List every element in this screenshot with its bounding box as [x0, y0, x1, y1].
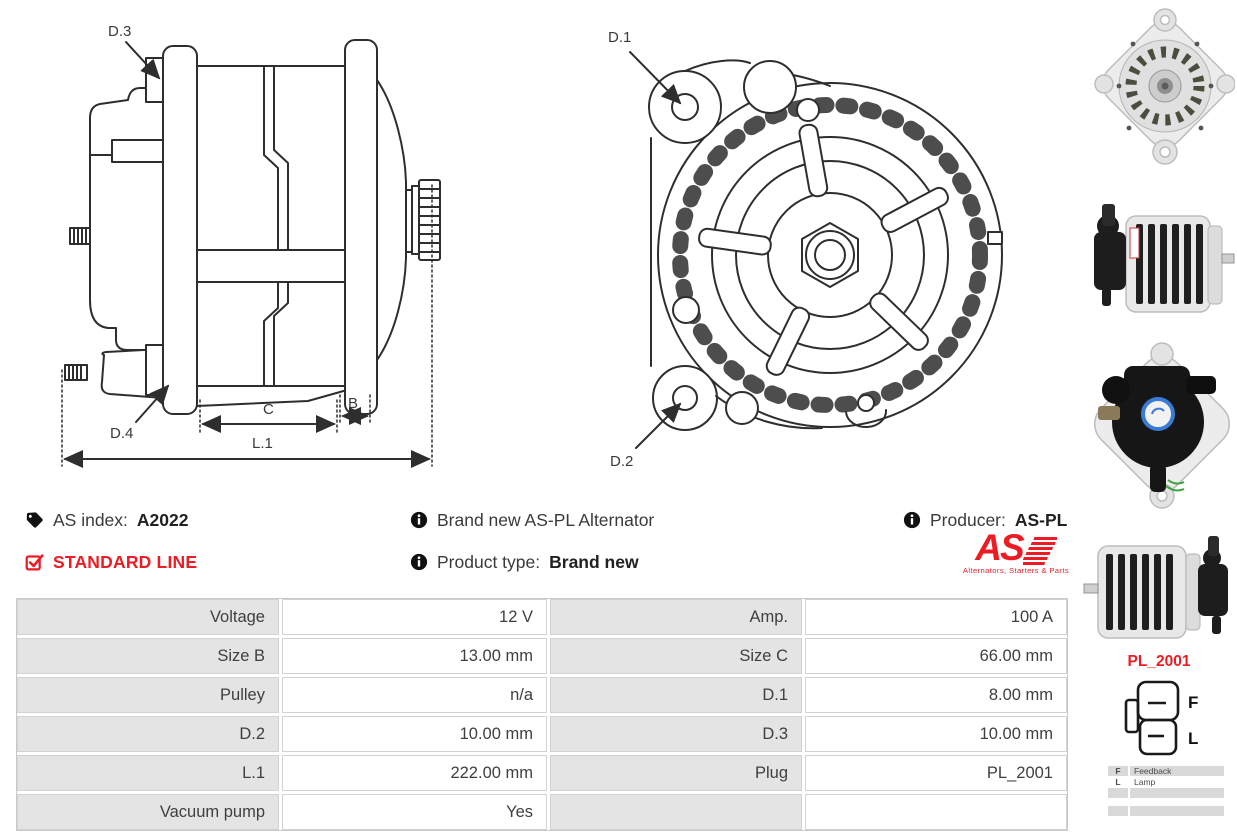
legend-row-empty [1108, 806, 1226, 816]
info-icon [410, 511, 428, 529]
product-description: Brand new AS-PL Alternator [437, 509, 655, 530]
legend-key: L [1108, 777, 1128, 787]
spec-label: Plug [550, 755, 802, 791]
dim-label-c: C [263, 401, 274, 418]
spec-label: Size C [550, 638, 802, 674]
description-row [410, 508, 654, 532]
spec-value: Yes [282, 794, 547, 830]
spec-value: 10.00 mm [282, 716, 547, 752]
spec-table [16, 598, 1068, 831]
product-photo-1[interactable] [1093, 4, 1235, 191]
info-icon [903, 511, 921, 529]
spec-label: Pulley [17, 677, 279, 713]
dim-label-d1: D.1 [608, 29, 632, 46]
as-pl-logo-tagline: Alternators, Starters & Parts [962, 566, 1070, 575]
product-photo-4[interactable] [1082, 524, 1237, 661]
plug-legend [1108, 766, 1226, 817]
side-view-drawing [40, 10, 460, 480]
plug-code: PL_2001 [1127, 653, 1191, 670]
producer-value: AS-PL [1014, 509, 1068, 530]
spec-value [805, 794, 1067, 830]
as-index-row [25, 508, 188, 532]
product-photo-2[interactable] [1086, 188, 1236, 335]
as-pl-logo-stripes-icon [1023, 535, 1057, 565]
spec-label: Size B [17, 638, 279, 674]
plug-pin-top-label: F [1188, 693, 1199, 712]
legend-row [1108, 777, 1226, 787]
legend-desc: Feedback [1130, 766, 1224, 776]
product-type-row [410, 550, 639, 574]
spec-label: D.3 [550, 716, 802, 752]
legend-row-empty [1108, 788, 1226, 798]
spec-label: L.1 [17, 755, 279, 791]
spec-label: D.1 [550, 677, 802, 713]
legend-row [1108, 766, 1226, 776]
tag-icon [25, 511, 44, 530]
spec-label: Voltage [17, 599, 279, 635]
spec-label: Vacuum pump [17, 794, 279, 830]
product-photo-3[interactable] [1088, 332, 1233, 529]
legend-key: F [1108, 766, 1128, 776]
product-type-value: Brand new [549, 551, 639, 572]
spec-value: 66.00 mm [805, 638, 1067, 674]
producer-label: Producer: [930, 509, 1006, 530]
as-index-label: AS index: [53, 509, 128, 530]
spec-value: 222.00 mm [282, 755, 547, 791]
legend-desc: Lamp [1130, 777, 1224, 787]
spec-value: 12 V [282, 599, 547, 635]
spec-value: 10.00 mm [805, 716, 1067, 752]
front-view-drawing [590, 10, 1030, 480]
plug-pin-bottom-label: L [1188, 729, 1199, 748]
as-pl-logo-text: AS [975, 527, 1023, 568]
standard-line-row [25, 550, 197, 574]
checkbox-checked-icon [25, 553, 44, 572]
info-icon [410, 553, 428, 571]
product-type-label: Product type: [437, 551, 541, 572]
plug-diagram [1120, 676, 1210, 764]
dim-label-d2: D.2 [610, 453, 634, 470]
dim-label-d4: D.4 [110, 425, 134, 442]
spec-value: 8.00 mm [805, 677, 1067, 713]
spec-label: D.2 [17, 716, 279, 752]
dim-label-d3: D.3 [108, 23, 132, 40]
spec-label [550, 794, 802, 830]
as-index-value: A2022 [136, 509, 189, 530]
dim-label-l1: L.1 [252, 435, 273, 452]
spec-value: n/a [282, 677, 547, 713]
as-pl-logo [956, 527, 1076, 575]
spec-label: Amp. [550, 599, 802, 635]
spec-value: 13.00 mm [282, 638, 547, 674]
standard-line-badge: STANDARD LINE [53, 551, 198, 572]
spec-value: 100 A [805, 599, 1067, 635]
spec-value: PL_2001 [805, 755, 1067, 791]
dim-label-b: B [348, 395, 359, 412]
